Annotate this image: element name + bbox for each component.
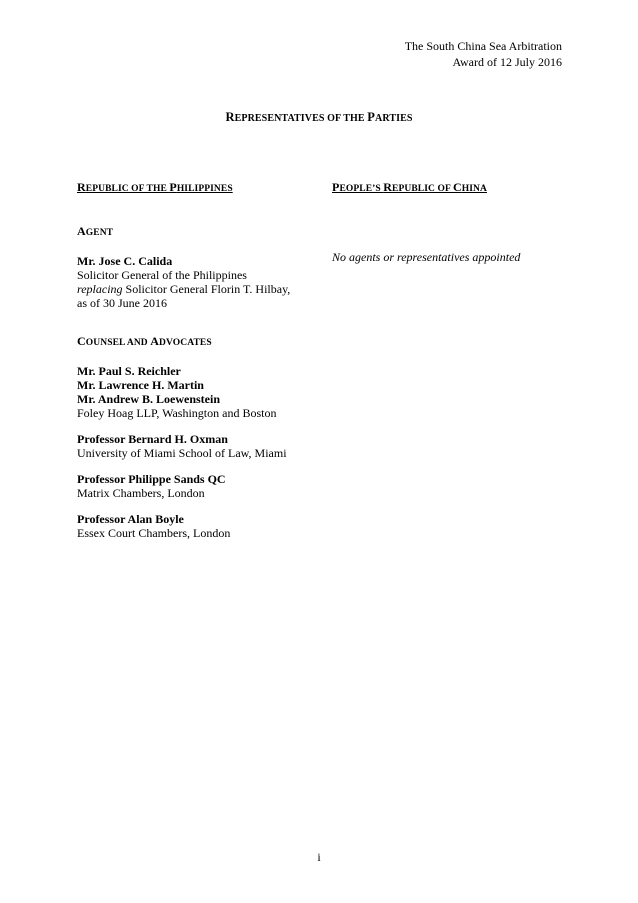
agent-heading [77, 224, 312, 240]
counsel-name: Professor Philippe Sands QC [77, 472, 226, 486]
counsel-name: Professor Bernard H. Oxman [77, 432, 228, 446]
page-title [0, 110, 638, 125]
cn-heading-rest-1: EOPLE’S [339, 184, 384, 194]
philippines-heading [77, 180, 312, 194]
counsel-group [77, 512, 312, 540]
cn-heading-rest-2: EPUBLIC OF [392, 184, 453, 194]
counsel-heading [77, 334, 312, 350]
running-header [405, 38, 562, 70]
ph-heading-cap-1: R [77, 180, 86, 194]
agent-as-of: as of 30 June 2016 [77, 296, 167, 310]
header-award-date: Award of 12 July 2016 [452, 55, 562, 69]
title-rest-2: ARTIES [375, 113, 413, 124]
counsel-affiliation: Matrix Chambers, London [77, 486, 205, 500]
counsel-affiliation: University of Miami School of Law, Miami [77, 446, 287, 460]
counsel-heading-cap-1: C [77, 334, 86, 348]
cn-heading-cap-1: P [332, 180, 340, 194]
agent-heading-rest: GENT [85, 228, 114, 238]
counsel-heading-cap-2: A [150, 334, 160, 348]
agent-replacing-rest: Solicitor General Florin T. Hilbay, [122, 282, 291, 296]
counsel-group [77, 472, 312, 500]
page-number: i [317, 850, 321, 864]
counsel-name: Mr. Lawrence H. Martin [77, 378, 204, 392]
agent-block [77, 254, 312, 310]
agent-name: Mr. Jose C. Calida [77, 254, 173, 268]
title-cap-2: P [367, 110, 376, 124]
china-heading [332, 180, 572, 194]
agent-role: Solicitor General of the Philippines [77, 268, 247, 282]
counsel-group [77, 364, 312, 420]
counsel-name: Professor Alan Boyle [77, 512, 184, 526]
ph-heading-rest-1: EPUBLIC OF THE [85, 184, 170, 194]
philippines-column [77, 180, 312, 552]
cn-heading-cap-3: C [452, 180, 462, 194]
china-no-representatives-note: No agents or representatives appointed [332, 250, 521, 264]
counsel-heading-rest-1: OUNSEL AND [85, 338, 151, 348]
ph-heading-rest-2: HILIPPINES [176, 184, 233, 194]
agent-replacing-italic: replacing [77, 282, 123, 296]
cn-heading-rest-3: HINA [461, 184, 487, 194]
china-column [332, 180, 572, 264]
title-rest-1: EPRESENTATIVES OF THE [234, 113, 368, 124]
agent-heading-cap: A [77, 224, 86, 238]
counsel-group [77, 432, 312, 460]
counsel-name: Mr. Paul S. Reichler [77, 364, 181, 378]
counsel-affiliation: Essex Court Chambers, London [77, 526, 231, 540]
header-case-title: The South China Sea Arbitration [404, 39, 562, 53]
agent-replacing-line [77, 282, 312, 296]
ph-heading-cap-2: P [169, 180, 177, 194]
counsel-name: Mr. Andrew B. Loewenstein [77, 392, 221, 406]
title-cap-1: R [225, 110, 235, 124]
counsel-list [77, 364, 312, 540]
counsel-heading-rest-2: DVOCATES [159, 338, 212, 348]
cn-heading-cap-2: R [383, 180, 393, 194]
counsel-affiliation: Foley Hoag LLP, Washington and Boston [77, 406, 277, 420]
